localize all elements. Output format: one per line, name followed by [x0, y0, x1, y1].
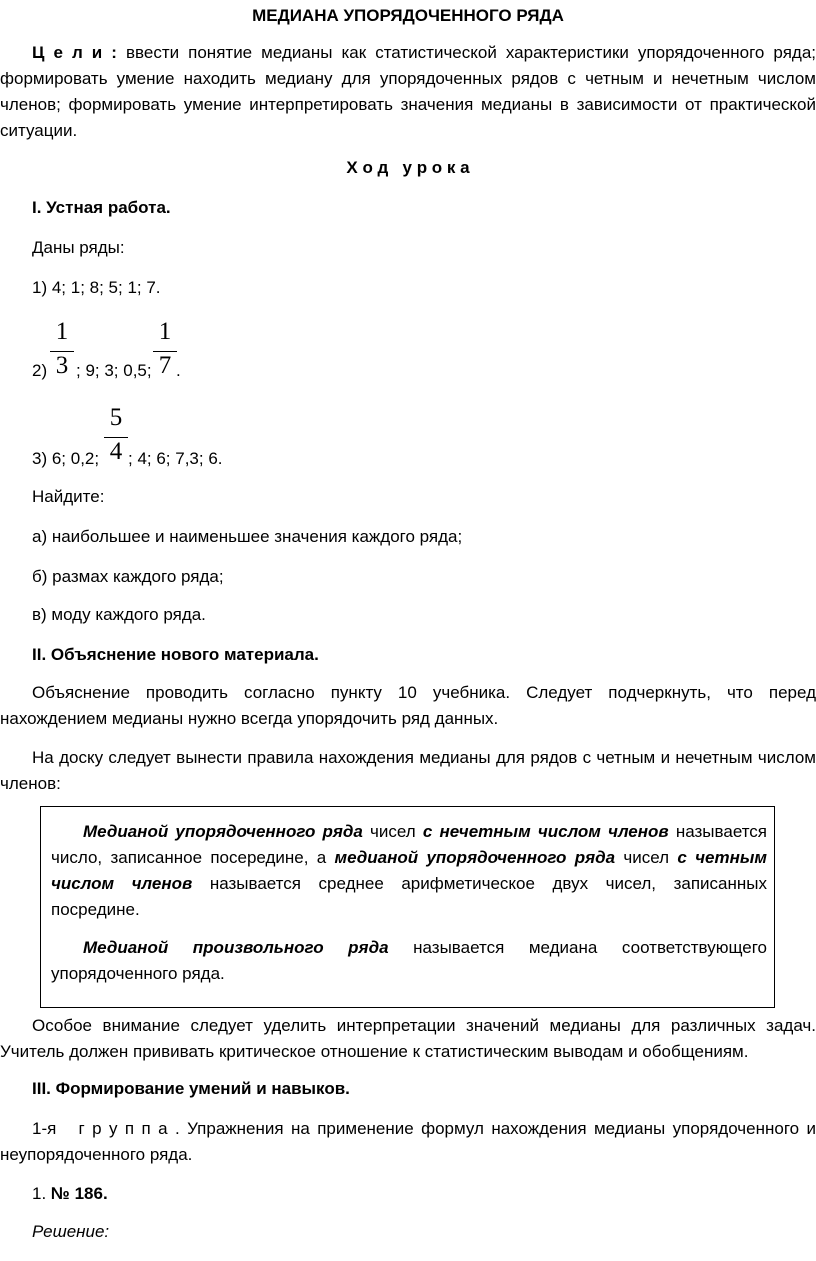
find-label: Найдите:	[32, 487, 105, 506]
section2-heading: II. Объяснение нового материала.	[32, 645, 319, 664]
section3-heading: III. Формирование умений и навыков.	[32, 1079, 350, 1098]
median-rules-box	[40, 806, 775, 1008]
median-rule-1: Медианой упорядоченного ряда чисел с нечетным числом членов называется число, записанное посередине, а медианой упорядоченного ряда чисел с четным числом членов называется среднее арифметическое двух чисел, записанных посредине.	[51, 822, 768, 919]
series-row-2-suffix: .	[176, 361, 181, 380]
group-paragraph: 1-я г р у п п а . Упражнения на применение формул нахождения медианы упорядоченного и неупорядоченного ряда.	[0, 1119, 816, 1164]
series-row-2-prefix: 2)	[32, 361, 48, 380]
page-title: МЕДИАНА УПОРЯДОЧЕННОГО РЯДА	[252, 6, 564, 25]
series-row-1: 1) 4; 1; 8; 5; 1; 7.	[32, 278, 161, 297]
task-a: а) наибольшее и наименьшее значения каждого ряда;	[32, 527, 463, 546]
series-row-2-middle: ; 9; 3; 0,5;	[76, 361, 152, 380]
goals-text: ввести понятие медианы как статистической характеристики упорядоченного ряда; формировать умение находить медиану для упорядоченных рядов с четным и нечетным числом членов; формировать умение интерпретировать значения медианы в зависимости от практической ситуации.	[0, 43, 816, 140]
section1-heading: I. Устная работа.	[32, 198, 171, 217]
task-c: в) моду каждого ряда.	[32, 605, 206, 624]
document-page: МЕДИАНА УПОРЯДОЧЕННОГО РЯДА Ц е л и : ввести понятие медианы как статистической характеристики упорядоченного ряда; формировать умение находить медиану для упорядоченных рядов с четным и нечетным числом членов; формировать умение интерпретировать значения медианы в зависимости от практической ситуации. Х о д у р о к а I. Устная работа. Даны ряды: 1) 4; 1; 8; 5; 1; 7. 2) 1 3 ; 9; 3; 0,5; 1 7 . 3) 6; 0,2; 5 4 ; 4; 6; 7,3; 6. Найдите: а) наибольшее и наименьшее значения каждого ряда; б) размах каждого ряда; в) моду каждого ряда. II. Объяснение нового материала. Объяснение проводить согласно пункту 10 учебника. Следует подчеркнуть, что перед нахождением медианы нужно всегда упорядочить ряд данных. На доску следует вынести правила нахождения медианы для рядов с четным и нечетным числом членов: Медианой упорядоченного ряда чисел с нечетным числом членов называется число, записанное посередине, а медианой упорядоченного ряда чисел с четным числом членов называется среднее арифметическое двух чисел, записанных посредине. Медианой произвольного ряда называется медиана соответствующего упорядоченного ряда. Особое внимание следует уделить интерпретации значений медианы для различных задач. Учитель должен прививать критическое отношение к статистическим выводам и обобщениям. III. Формирование умений и навыков. 1-я г р у п п а . Упражнения на применение формул нахождения медианы упорядоченного и неупорядоченного ряда. 1. № 186. Решение:	[0, 0, 816, 1261]
goals-paragraph	[0, 40, 816, 144]
section2-paragraph-3: Особое внимание следует уделить интерпретации значений медианы для различных задач. Учитель должен прививать критическое отношение к статистическим выводам и обобщениям.	[0, 1016, 816, 1061]
exercise-number: № 186.	[50, 1184, 108, 1203]
lesson-heading: Х о д у р о к а	[346, 158, 470, 177]
series-row-3-prefix: 3) 6; 0,2;	[32, 449, 100, 468]
median-rule-2: Медианой произвольного ряда называется медиана соответствующего упорядоченного ряда.	[51, 938, 768, 983]
task-b: б) размах каждого ряда;	[32, 567, 224, 586]
section2-paragraph-2: На доску следует вынести правила нахождения медианы для рядов с четным и нечетным числом членов:	[0, 748, 816, 793]
solution-label: Решение:	[32, 1222, 110, 1241]
series-intro: Даны ряды:	[32, 238, 125, 257]
series-row-3-suffix: ; 4; 6; 7,3; 6.	[128, 449, 223, 468]
exercise-line: 1. № 186.	[32, 1184, 108, 1203]
goals-label: Ц е л и :	[32, 43, 117, 62]
section2-paragraph-1: Объяснение проводить согласно пункту 10 учебника. Следует подчеркнуть, что перед нахождением медианы нужно всегда упорядочить ряд данных.	[0, 683, 816, 728]
